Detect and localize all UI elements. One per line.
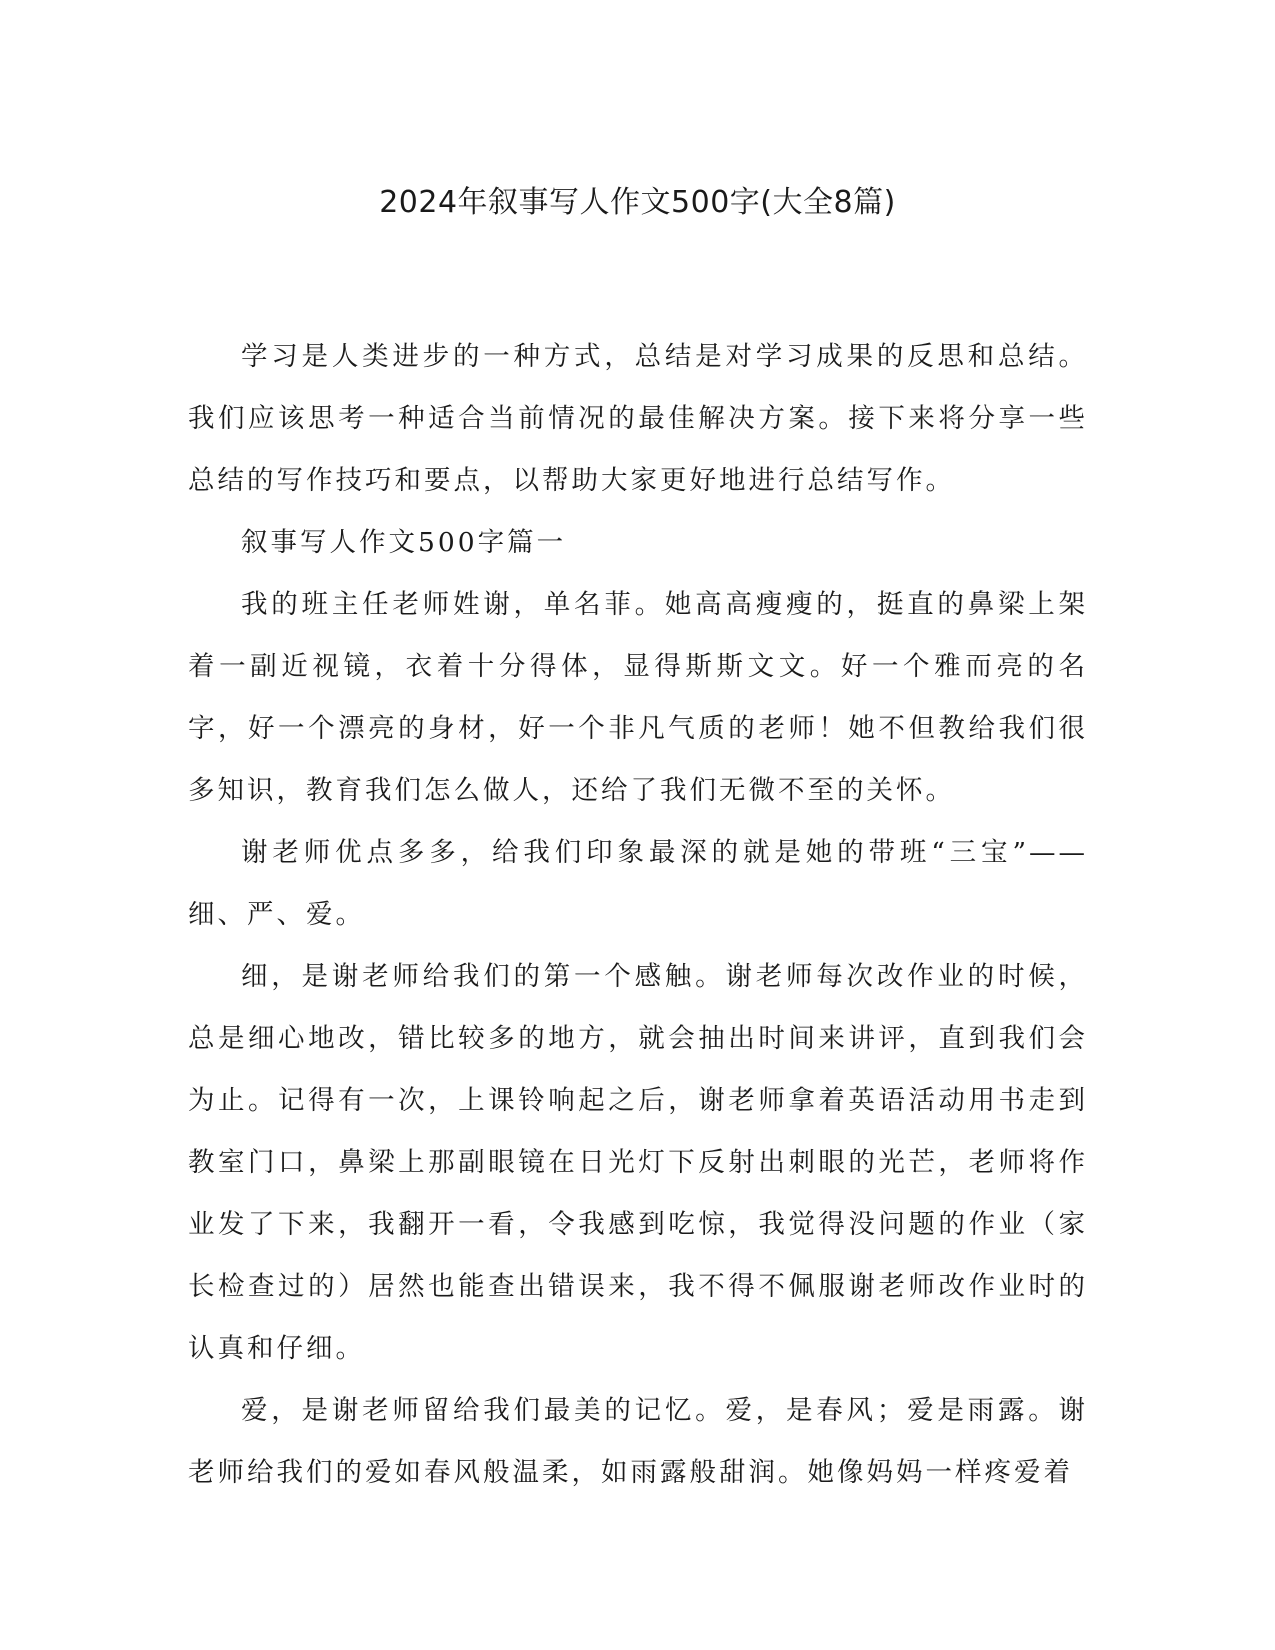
paragraph: 我的班主任老师姓谢，单名菲。她高高瘦瘦的，挺直的鼻梁上架着一副近视镜，衣着十分得体，显得斯斯文文。好一个雅而亮的名字，好一个漂亮的身材，好一个非凡气质的老师！她不但教给我们很多知识，教育我们怎么做人，还给了我们无微不至的关怀。 (188, 589, 1088, 806)
paragraph: 细，是谢老师给我们的第一个感触。谢老师每次改作业的时候，总是细心地改，错比较多的地方，就会抽出时间来讲评，直到我们会为止。记得有一次，上课铃响起之后，谢老师拿着英语活动用书走到教室门口，鼻梁上那副眼镜在日光灯下反射出刺眼的光芒，老师将作业发了下来，我翻开一看，令我感到吃惊，我觉得没问题的作业（家长检查过的）居然也能查出错误来，我不得不佩服谢老师改作业时的认真和仔细。 (188, 961, 1088, 1364)
paragraph: 谢老师优点多多，给我们印象最深的就是她的带班“三宝”——细、严、爱。 (188, 837, 1088, 930)
paragraph: 爱，是谢老师留给我们最美的记忆。爱，是春风；爱是雨露。谢老师给我们的爱如春风般温柔，如雨露般甜润。她像妈妈一样疼爱着 (188, 1395, 1088, 1488)
section-heading: 叙事写人作文500字篇一 (241, 527, 567, 558)
document-body (188, 326, 1088, 1504)
document-title: 2024年叙事写人作文500字(大全8篇) (379, 185, 896, 220)
paragraph-intro: 学习是人类进步的一种方式，总结是对学习成果的反思和总结。我们应该思考一种适合当前情况的最佳解决方案。接下来将分享一些总结的写作技巧和要点，以帮助大家更好地进行总结写作。 (188, 341, 1088, 496)
